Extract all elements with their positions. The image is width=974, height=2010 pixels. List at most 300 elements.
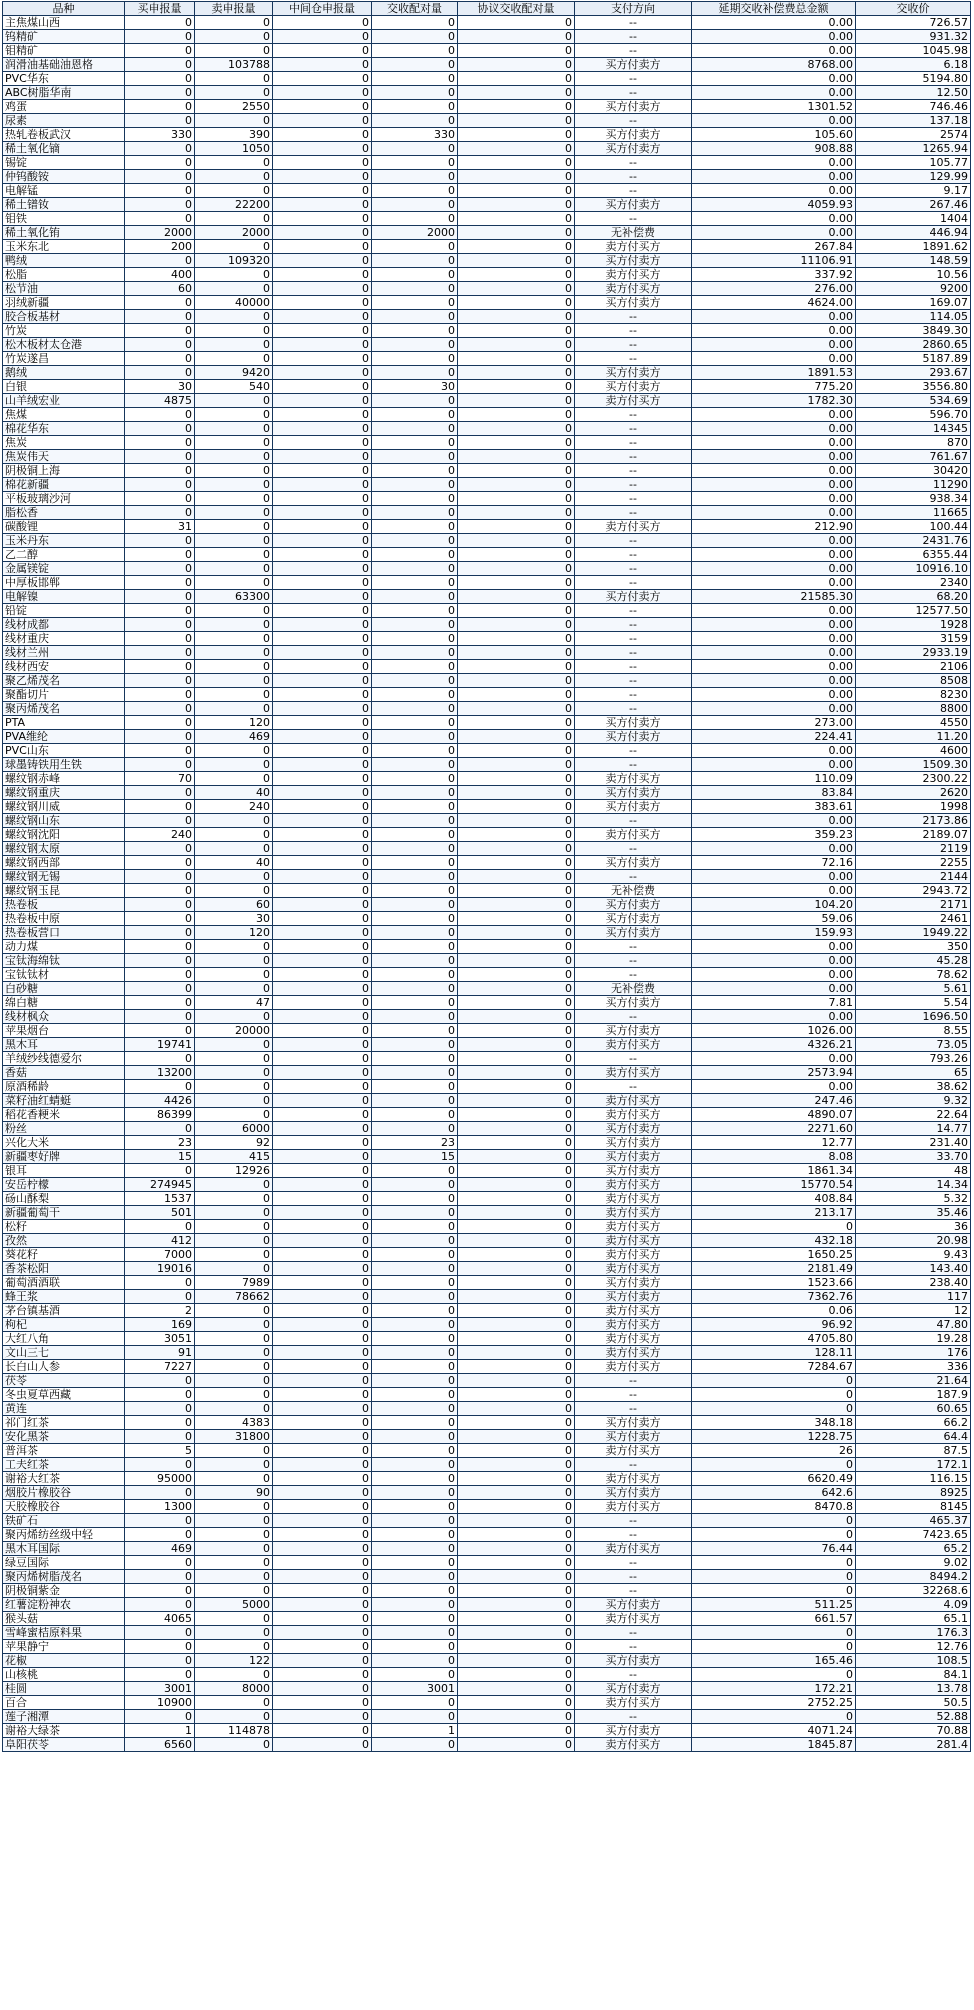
compensation-total-cell: 8.08	[692, 1150, 856, 1164]
payment-direction-cell: 无补偿费	[575, 226, 692, 240]
matched-quantity-cell: 0	[372, 1304, 458, 1318]
variety-cell: 聚丙烯树脂茂名	[3, 1570, 125, 1584]
matched-quantity-cell: 0	[372, 576, 458, 590]
settlement-price-cell: 13.78	[856, 1682, 971, 1696]
buy-quantity-cell: 0	[125, 800, 195, 814]
sell-quantity-cell: 40000	[195, 296, 273, 310]
middle-quantity-cell: 0	[273, 1514, 372, 1528]
sell-quantity-cell: 0	[195, 170, 273, 184]
settlement-price-cell: 9.43	[856, 1248, 971, 1262]
variety-cell: 钨精矿	[3, 30, 125, 44]
agreement-matched-cell: 0	[458, 86, 575, 100]
table-row	[3, 1318, 971, 1332]
payment-direction-cell: 买方付卖方	[575, 996, 692, 1010]
buy-quantity-cell: 0	[125, 1276, 195, 1290]
buy-quantity-cell: 0	[125, 170, 195, 184]
table-row	[3, 1668, 971, 1682]
settlement-price-cell: 12577.50	[856, 604, 971, 618]
variety-cell: ABC树脂华南	[3, 86, 125, 100]
buy-quantity-cell: 0	[125, 1654, 195, 1668]
sell-quantity-cell: 0	[195, 1472, 273, 1486]
table-row	[3, 1598, 971, 1612]
compensation-total-cell: 105.60	[692, 128, 856, 142]
table-row	[3, 870, 971, 884]
compensation-total-cell: 4326.21	[692, 1038, 856, 1052]
matched-quantity-cell: 0	[372, 632, 458, 646]
payment-direction-cell: --	[575, 1556, 692, 1570]
buy-quantity-cell: 0	[125, 212, 195, 226]
settlement-price-cell: 48	[856, 1164, 971, 1178]
settlement-price-cell: 66.2	[856, 1416, 971, 1430]
settlement-price-cell: 5.54	[856, 996, 971, 1010]
payment-direction-cell: --	[575, 310, 692, 324]
payment-direction-cell: 卖方付买方	[575, 520, 692, 534]
variety-cell: 尿素	[3, 114, 125, 128]
sell-quantity-cell: 120	[195, 716, 273, 730]
matched-quantity-cell: 0	[372, 44, 458, 58]
payment-direction-cell: --	[575, 408, 692, 422]
matched-quantity-cell: 1	[372, 1724, 458, 1738]
buy-quantity-cell: 501	[125, 1206, 195, 1220]
sell-quantity-cell: 0	[195, 352, 273, 366]
buy-quantity-cell: 0	[125, 338, 195, 352]
agreement-matched-cell: 0	[458, 296, 575, 310]
sell-quantity-cell: 0	[195, 72, 273, 86]
payment-direction-cell: 买方付卖方	[575, 100, 692, 114]
settlement-price-cell: 2171	[856, 898, 971, 912]
sell-quantity-cell: 0	[195, 1612, 273, 1626]
compensation-total-cell: 642.6	[692, 1486, 856, 1500]
compensation-total-cell: 26	[692, 1444, 856, 1458]
table-row	[3, 1220, 971, 1234]
buy-quantity-cell: 23	[125, 1136, 195, 1150]
col-header-matched-quantity[interactable]: 交收配对量	[372, 2, 458, 16]
payment-direction-cell: 买方付卖方	[575, 1290, 692, 1304]
matched-quantity-cell: 0	[372, 688, 458, 702]
agreement-matched-cell: 0	[458, 1724, 575, 1738]
payment-direction-cell: --	[575, 72, 692, 86]
table-row	[3, 1150, 971, 1164]
payment-direction-cell: --	[575, 842, 692, 856]
middle-quantity-cell: 0	[273, 1430, 372, 1444]
settlement-price-cell: 596.70	[856, 408, 971, 422]
col-header-agreement-matched[interactable]: 协议交收配对量	[458, 2, 575, 16]
settlement-price-cell: 65	[856, 1066, 971, 1080]
agreement-matched-cell: 0	[458, 226, 575, 240]
sell-quantity-cell: 0	[195, 660, 273, 674]
table-row	[3, 884, 971, 898]
agreement-matched-cell: 0	[458, 1024, 575, 1038]
compensation-total-cell: 276.00	[692, 282, 856, 296]
middle-quantity-cell: 0	[273, 1206, 372, 1220]
middle-quantity-cell: 0	[273, 1052, 372, 1066]
compensation-total-cell: 661.57	[692, 1612, 856, 1626]
agreement-matched-cell: 0	[458, 898, 575, 912]
payment-direction-cell: --	[575, 1374, 692, 1388]
table-row	[3, 114, 971, 128]
buy-quantity-cell: 0	[125, 1374, 195, 1388]
compensation-total-cell: 4059.93	[692, 198, 856, 212]
agreement-matched-cell: 0	[458, 912, 575, 926]
agreement-matched-cell: 0	[458, 492, 575, 506]
middle-quantity-cell: 0	[273, 1724, 372, 1738]
agreement-matched-cell: 0	[458, 1570, 575, 1584]
payment-direction-cell: 买方付卖方	[575, 730, 692, 744]
sell-quantity-cell: 5000	[195, 1598, 273, 1612]
variety-cell: 菜籽油红蜻蜓	[3, 1094, 125, 1108]
variety-cell: 安岳柠檬	[3, 1178, 125, 1192]
variety-cell: 乙二醇	[3, 548, 125, 562]
middle-quantity-cell: 0	[273, 828, 372, 842]
table-row	[3, 912, 971, 926]
agreement-matched-cell: 0	[458, 786, 575, 800]
agreement-matched-cell: 0	[458, 1528, 575, 1542]
variety-cell: 铁矿石	[3, 1514, 125, 1528]
sell-quantity-cell: 31800	[195, 1430, 273, 1444]
variety-cell: 螺纹钢山东	[3, 814, 125, 828]
agreement-matched-cell: 0	[458, 1486, 575, 1500]
agreement-matched-cell: 0	[458, 618, 575, 632]
matched-quantity-cell: 0	[372, 1598, 458, 1612]
matched-quantity-cell: 0	[372, 618, 458, 632]
settlement-price-cell: 1404	[856, 212, 971, 226]
middle-quantity-cell: 0	[273, 128, 372, 142]
compensation-total-cell: 165.46	[692, 1654, 856, 1668]
agreement-matched-cell: 0	[458, 240, 575, 254]
variety-cell: 苹果静宁	[3, 1640, 125, 1654]
col-header-compensation-total[interactable]: 延期交收补偿费总金额	[692, 2, 856, 16]
agreement-matched-cell: 0	[458, 422, 575, 436]
matched-quantity-cell: 0	[372, 1234, 458, 1248]
payment-direction-cell: 卖方付买方	[575, 1346, 692, 1360]
middle-quantity-cell: 0	[273, 1570, 372, 1584]
agreement-matched-cell: 0	[458, 436, 575, 450]
compensation-total-cell: 0.00	[692, 324, 856, 338]
agreement-matched-cell: 0	[458, 464, 575, 478]
matched-quantity-cell: 0	[372, 520, 458, 534]
variety-cell: 松木板材太仓港	[3, 338, 125, 352]
matched-quantity-cell: 0	[372, 940, 458, 954]
agreement-matched-cell: 0	[458, 744, 575, 758]
agreement-matched-cell: 0	[458, 1430, 575, 1444]
agreement-matched-cell: 0	[458, 688, 575, 702]
middle-quantity-cell: 0	[273, 786, 372, 800]
matched-quantity-cell: 0	[372, 1220, 458, 1234]
agreement-matched-cell: 0	[458, 1038, 575, 1052]
table-row	[3, 604, 971, 618]
buy-quantity-cell: 0	[125, 408, 195, 422]
variety-cell: 文山三七	[3, 1346, 125, 1360]
settlement-price-cell: 1265.94	[856, 142, 971, 156]
variety-cell: 热卷板中原	[3, 912, 125, 926]
variety-cell: 竹炭	[3, 324, 125, 338]
compensation-total-cell: 7284.67	[692, 1360, 856, 1374]
sell-quantity-cell: 0	[195, 604, 273, 618]
table-row	[3, 1486, 971, 1500]
variety-cell: 百合	[3, 1696, 125, 1710]
settlement-price-cell: 6355.44	[856, 548, 971, 562]
matched-quantity-cell: 0	[372, 1346, 458, 1360]
agreement-matched-cell: 0	[458, 1122, 575, 1136]
col-header-sell-quantity[interactable]: 卖申报量	[195, 2, 273, 16]
agreement-matched-cell: 0	[458, 814, 575, 828]
compensation-total-cell: 104.20	[692, 898, 856, 912]
agreement-matched-cell: 0	[458, 1416, 575, 1430]
matched-quantity-cell: 0	[372, 1122, 458, 1136]
matched-quantity-cell: 0	[372, 1500, 458, 1514]
middle-quantity-cell: 0	[273, 674, 372, 688]
sell-quantity-cell: 0	[195, 1346, 273, 1360]
compensation-total-cell: 0.00	[692, 310, 856, 324]
table-row	[3, 1556, 971, 1570]
sell-quantity-cell: 9420	[195, 366, 273, 380]
agreement-matched-cell: 0	[458, 1066, 575, 1080]
variety-cell: 桂圆	[3, 1682, 125, 1696]
buy-quantity-cell: 0	[125, 254, 195, 268]
agreement-matched-cell: 0	[458, 142, 575, 156]
payment-direction-cell: --	[575, 478, 692, 492]
middle-quantity-cell: 0	[273, 212, 372, 226]
matched-quantity-cell: 0	[372, 786, 458, 800]
compensation-total-cell: 0.00	[692, 156, 856, 170]
variety-cell: PVC山东	[3, 744, 125, 758]
settlement-price-cell: 10.56	[856, 268, 971, 282]
table-row	[3, 72, 971, 86]
payment-direction-cell: --	[575, 576, 692, 590]
agreement-matched-cell: 0	[458, 982, 575, 996]
agreement-matched-cell: 0	[458, 352, 575, 366]
sell-quantity-cell: 0	[195, 240, 273, 254]
settlement-price-cell: 267.46	[856, 198, 971, 212]
variety-cell: 长白山人参	[3, 1360, 125, 1374]
table-row	[3, 926, 971, 940]
payment-direction-cell: 买方付卖方	[575, 380, 692, 394]
table-row	[3, 548, 971, 562]
sell-quantity-cell: 0	[195, 982, 273, 996]
middle-quantity-cell: 0	[273, 1388, 372, 1402]
table-row	[3, 1374, 971, 1388]
table-row	[3, 576, 971, 590]
buy-quantity-cell: 0	[125, 1514, 195, 1528]
variety-cell: 线材西安	[3, 660, 125, 674]
settlement-price-cell: 2144	[856, 870, 971, 884]
table-row	[3, 310, 971, 324]
matched-quantity-cell: 0	[372, 1668, 458, 1682]
compensation-total-cell: 0.00	[692, 758, 856, 772]
variety-cell: 砀山酥梨	[3, 1192, 125, 1206]
table-row	[3, 590, 971, 604]
middle-quantity-cell: 0	[273, 1024, 372, 1038]
col-header-variety[interactable]: 品种	[3, 2, 125, 16]
payment-direction-cell: --	[575, 1052, 692, 1066]
sell-quantity-cell: 0	[195, 1500, 273, 1514]
table-row	[3, 1696, 971, 1710]
settlement-price-cell: 33.70	[856, 1150, 971, 1164]
sell-quantity-cell: 0	[195, 1192, 273, 1206]
sell-quantity-cell: 8000	[195, 1682, 273, 1696]
agreement-matched-cell: 0	[458, 1444, 575, 1458]
agreement-matched-cell: 0	[458, 450, 575, 464]
agreement-matched-cell: 0	[458, 1010, 575, 1024]
buy-quantity-cell: 0	[125, 1080, 195, 1094]
variety-cell: 棉花华东	[3, 422, 125, 436]
middle-quantity-cell: 0	[273, 58, 372, 72]
payment-direction-cell: --	[575, 1402, 692, 1416]
compensation-total-cell: 0.00	[692, 884, 856, 898]
buy-quantity-cell: 412	[125, 1234, 195, 1248]
middle-quantity-cell: 0	[273, 1080, 372, 1094]
agreement-matched-cell: 0	[458, 114, 575, 128]
payment-direction-cell: 买方付卖方	[575, 254, 692, 268]
compensation-total-cell: 0.00	[692, 212, 856, 226]
payment-direction-cell: 买方付卖方	[575, 1598, 692, 1612]
compensation-total-cell: 0.00	[692, 86, 856, 100]
matched-quantity-cell: 0	[372, 1612, 458, 1626]
settlement-price-cell: 176.3	[856, 1626, 971, 1640]
variety-cell: 焦煤	[3, 408, 125, 422]
payment-direction-cell: 无补偿费	[575, 884, 692, 898]
payment-direction-cell: 卖方付买方	[575, 1318, 692, 1332]
middle-quantity-cell: 0	[273, 1010, 372, 1024]
variety-cell: 铅锭	[3, 604, 125, 618]
agreement-matched-cell: 0	[458, 674, 575, 688]
settlement-price-cell: 870	[856, 436, 971, 450]
middle-quantity-cell: 0	[273, 534, 372, 548]
compensation-total-cell: 0	[692, 1388, 856, 1402]
variety-cell: 原酒稀龄	[3, 1080, 125, 1094]
matched-quantity-cell: 0	[372, 1108, 458, 1122]
compensation-total-cell: 1301.52	[692, 100, 856, 114]
compensation-total-cell: 0.00	[692, 436, 856, 450]
variety-cell: PVC华东	[3, 72, 125, 86]
settlement-price-cell: 22.64	[856, 1108, 971, 1122]
variety-cell: 白银	[3, 380, 125, 394]
payment-direction-cell: --	[575, 968, 692, 982]
matched-quantity-cell: 0	[372, 604, 458, 618]
settlement-price-cell: 12.76	[856, 1640, 971, 1654]
settlement-price-cell: 11665	[856, 506, 971, 520]
payment-direction-cell: 买方付卖方	[575, 856, 692, 870]
payment-direction-cell: 买方付卖方	[575, 1136, 692, 1150]
middle-quantity-cell: 0	[273, 968, 372, 982]
matched-quantity-cell: 0	[372, 1738, 458, 1752]
sell-quantity-cell: 0	[195, 534, 273, 548]
table-row	[3, 1276, 971, 1290]
variety-cell: 线材重庆	[3, 632, 125, 646]
compensation-total-cell: 0	[692, 1584, 856, 1598]
matched-quantity-cell: 0	[372, 828, 458, 842]
col-header-settlement-price[interactable]: 交收价	[856, 2, 971, 16]
matched-quantity-cell: 0	[372, 534, 458, 548]
table-row	[3, 968, 971, 982]
variety-cell: 稀土氧化镝	[3, 142, 125, 156]
matched-quantity-cell: 0	[372, 968, 458, 982]
col-header-middle-quantity[interactable]: 中间仓申报量	[273, 2, 372, 16]
table-row	[3, 506, 971, 520]
buy-quantity-cell: 0	[125, 814, 195, 828]
matched-quantity-cell: 0	[372, 716, 458, 730]
settlement-price-cell: 105.77	[856, 156, 971, 170]
compensation-total-cell: 0.00	[692, 632, 856, 646]
table-row	[3, 1542, 971, 1556]
col-header-payment-direction[interactable]: 支付方向	[575, 2, 692, 16]
buy-quantity-cell: 0	[125, 72, 195, 86]
variety-cell: 苹果烟台	[3, 1024, 125, 1038]
sell-quantity-cell: 0	[195, 1710, 273, 1724]
middle-quantity-cell: 0	[273, 590, 372, 604]
variety-cell: 电解锰	[3, 184, 125, 198]
middle-quantity-cell: 0	[273, 44, 372, 58]
buy-quantity-cell: 0	[125, 534, 195, 548]
table-row	[3, 744, 971, 758]
payment-direction-cell: 买方付卖方	[575, 128, 692, 142]
payment-direction-cell: --	[575, 422, 692, 436]
middle-quantity-cell: 0	[273, 1416, 372, 1430]
middle-quantity-cell: 0	[273, 1220, 372, 1234]
buy-quantity-cell: 3051	[125, 1332, 195, 1346]
middle-quantity-cell: 0	[273, 1598, 372, 1612]
compensation-total-cell: 0.00	[692, 422, 856, 436]
sell-quantity-cell: 90	[195, 1486, 273, 1500]
table-row	[3, 282, 971, 296]
variety-cell: 锡锭	[3, 156, 125, 170]
buy-quantity-cell: 0	[125, 1052, 195, 1066]
buy-quantity-cell: 0	[125, 86, 195, 100]
variety-cell: 莲子湘潭	[3, 1710, 125, 1724]
payment-direction-cell: 卖方付买方	[575, 1612, 692, 1626]
settlement-price-cell: 5194.80	[856, 72, 971, 86]
variety-cell: 螺纹钢玉昆	[3, 884, 125, 898]
sell-quantity-cell: 415	[195, 1150, 273, 1164]
sell-quantity-cell: 0	[195, 156, 273, 170]
matched-quantity-cell: 0	[372, 1430, 458, 1444]
sell-quantity-cell: 0	[195, 282, 273, 296]
variety-cell: 松籽	[3, 1220, 125, 1234]
matched-quantity-cell: 0	[372, 1514, 458, 1528]
table-row	[3, 352, 971, 366]
compensation-total-cell: 267.84	[692, 240, 856, 254]
middle-quantity-cell: 0	[273, 884, 372, 898]
settlement-price-cell: 14.77	[856, 1122, 971, 1136]
agreement-matched-cell: 0	[458, 128, 575, 142]
compensation-total-cell: 0.00	[692, 646, 856, 660]
payment-direction-cell: 买方付卖方	[575, 1430, 692, 1444]
settlement-price-cell: 2119	[856, 842, 971, 856]
table-row	[3, 800, 971, 814]
col-header-buy-quantity[interactable]: 买申报量	[125, 2, 195, 16]
payment-direction-cell: --	[575, 1080, 692, 1094]
table-row	[3, 16, 971, 30]
matched-quantity-cell: 0	[372, 1332, 458, 1346]
payment-direction-cell: --	[575, 1640, 692, 1654]
matched-quantity-cell: 0	[372, 16, 458, 30]
middle-quantity-cell: 0	[273, 772, 372, 786]
settlement-price-cell: 6.18	[856, 58, 971, 72]
sell-quantity-cell: 0	[195, 324, 273, 338]
middle-quantity-cell: 0	[273, 1696, 372, 1710]
variety-cell: 松节油	[3, 282, 125, 296]
middle-quantity-cell: 0	[273, 478, 372, 492]
table-row	[3, 562, 971, 576]
table-row	[3, 1164, 971, 1178]
matched-quantity-cell: 0	[372, 1388, 458, 1402]
middle-quantity-cell: 0	[273, 1178, 372, 1192]
payment-direction-cell: 卖方付买方	[575, 1360, 692, 1374]
buy-quantity-cell: 13200	[125, 1066, 195, 1080]
payment-direction-cell: 卖方付买方	[575, 1472, 692, 1486]
buy-quantity-cell: 95000	[125, 1472, 195, 1486]
matched-quantity-cell: 0	[372, 744, 458, 758]
